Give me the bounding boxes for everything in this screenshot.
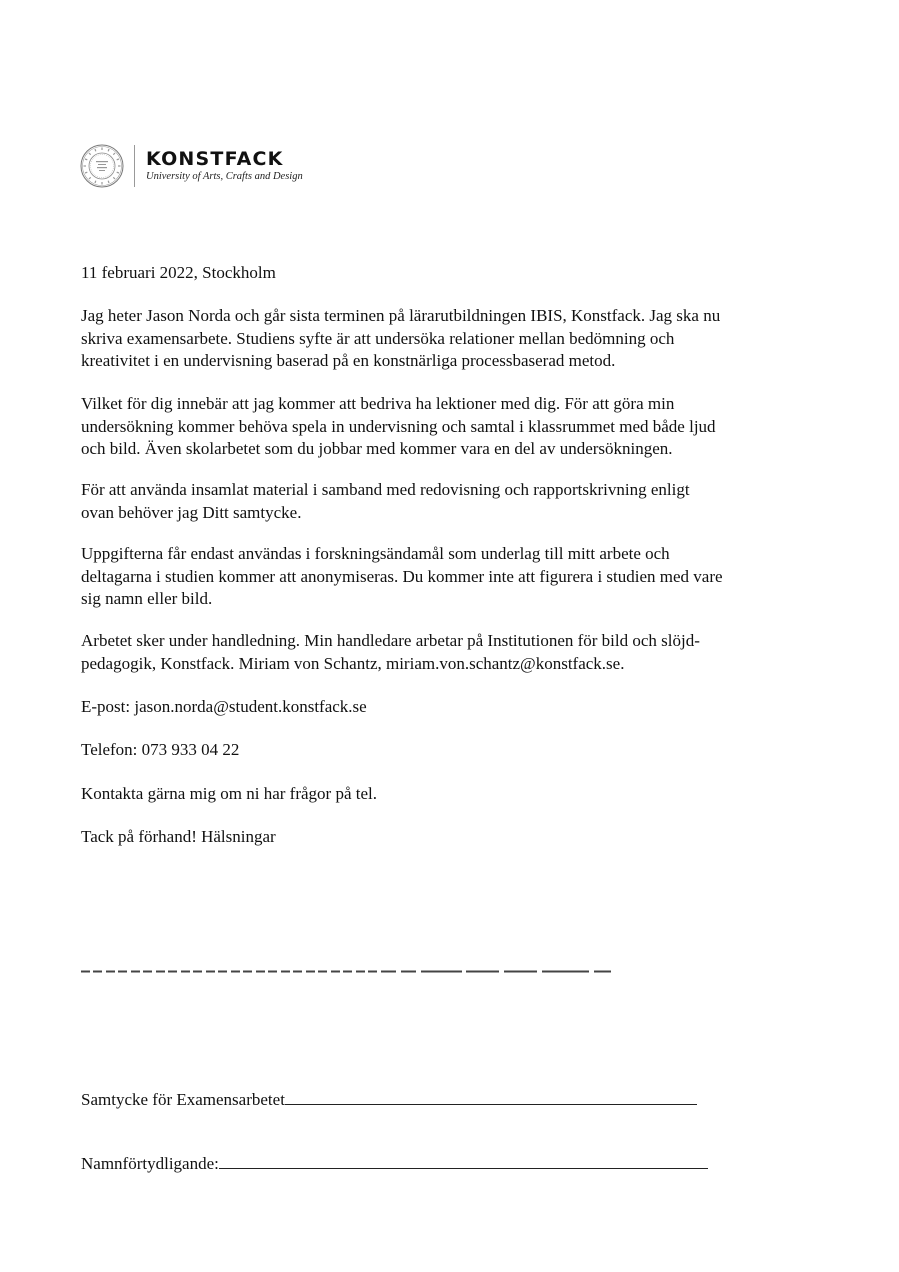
paragraph-supervisor (81, 630, 700, 675)
dateline: 11 februari 2022, Stockholm (81, 263, 276, 282)
text-line: Jag heter Jason Norda och går sista terminen på lärarutbildningen IBIS, Konstfack. Jag ska nu (81, 306, 721, 325)
consent-signature-field[interactable] (81, 1090, 697, 1110)
phone-line: Telefon: 073 933 04 22 (81, 740, 240, 759)
text-line: pedagogik, Konstfack. Miriam von Schantz, miriam.von.schantz@konstfack.se. (81, 653, 625, 673)
text-line: deltagarna i studien kommer att anonymiseras. Du kommer inte att figurera i studien med vare (81, 566, 723, 586)
name-clarification-label: Namnförtydligande: (81, 1154, 219, 1173)
closing-line: Tack på förhand! Hälsningar (81, 827, 276, 846)
text-line: Uppgifterna får endast användas i forskningsändamål som underlag till mitt arbete och (81, 544, 670, 563)
text-line: Vilket för dig innebär att jag kommer att bedriva ha lektioner med dig. För att göra min (81, 394, 675, 413)
logo-tagline: University of Arts, Crafts and Design (146, 170, 303, 182)
text-line: kreativitet i en undervisning baserad på en konstnärliga processbaserad metod. (81, 351, 616, 370)
text-line: sig namn eller bild. (81, 589, 213, 608)
konstfack-logo (80, 144, 303, 188)
paragraph-consent (81, 479, 690, 524)
text-line: För att använda insamlat material i samband med redovisning och rapportskrivning enligt (81, 480, 690, 499)
text-line: skriva examensarbete. Studiens syfte är att undersöka relationer mellan bedömning och (81, 328, 675, 348)
name-clarification-field[interactable] (81, 1154, 708, 1174)
text-line: Arbetet sker under handledning. Min handledare arbetar på Institutionen för bild och slöjd- (81, 631, 700, 650)
logo-divider (134, 145, 135, 187)
text-line: och bild. Även skolarbetet som du jobbar med kommer vara en del av undersökningen. (81, 439, 673, 458)
text-line: ovan behöver jag Ditt samtycke. (81, 502, 302, 522)
consent-signature-label: Samtycke för Examensarbetet (81, 1090, 285, 1109)
paragraph-anonymity (81, 543, 723, 611)
contact-line: Kontakta gärna mig om ni har frågor på tel. (81, 784, 377, 803)
paragraph-lessons (81, 393, 716, 461)
cut-line-divider (81, 970, 656, 973)
logo-wordmark: KONSTFACK (146, 147, 284, 170)
consent-signature-line[interactable] (285, 1090, 697, 1105)
text-line: undersökning kommer behöva spela in undervisning och samtal i klassrummet med både ljud (81, 416, 716, 436)
seal-icon (80, 144, 124, 188)
name-clarification-line[interactable] (219, 1154, 708, 1169)
email-line: E-post: jason.norda@student.konstfack.se (81, 697, 367, 716)
paragraph-intro (81, 305, 720, 373)
